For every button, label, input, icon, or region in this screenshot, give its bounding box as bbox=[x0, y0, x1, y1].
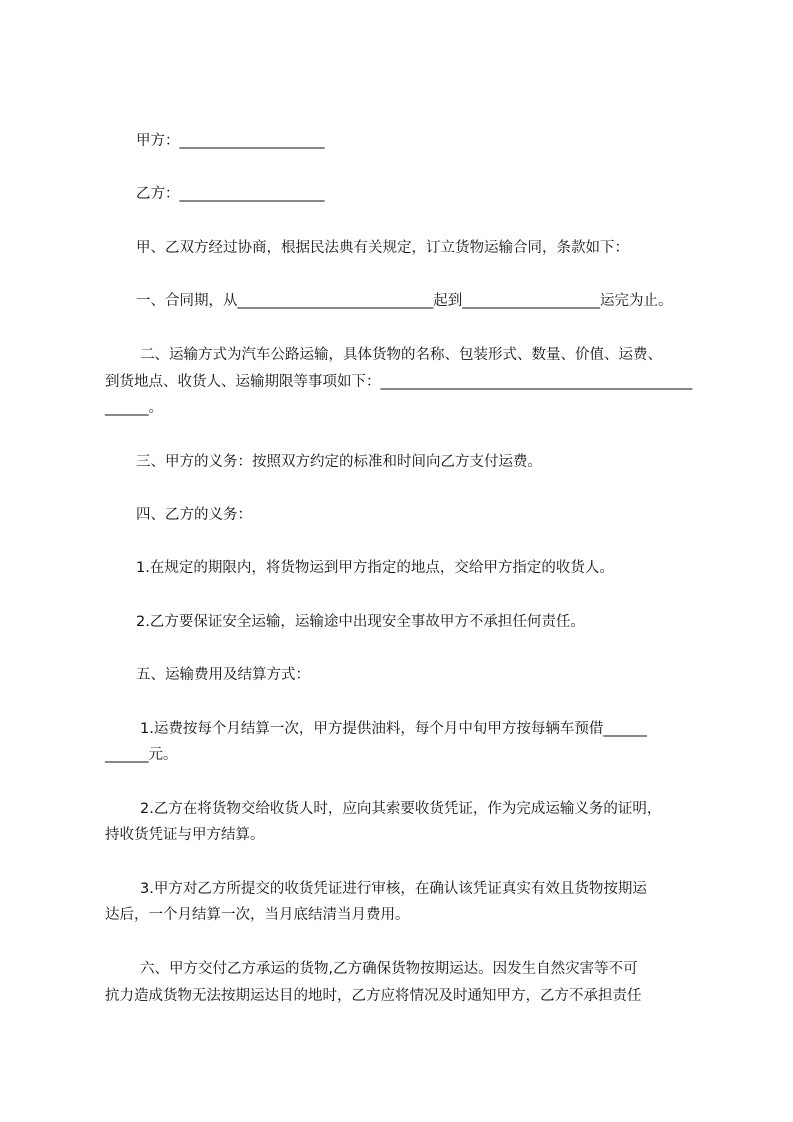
clause-5-item-2-line-2: 持收货凭证与甲方结算。 bbox=[105, 827, 265, 843]
clause-6-line-2: 抗力造成货物无法按期运达目的地时，乙方应将情况及时通知甲方，乙方不承担责任 bbox=[105, 988, 642, 1004]
clause-5-item-1-line-2: ______元。 bbox=[105, 747, 178, 763]
clause-2-line-2: 到货地点、收货人、运输期限等事项如下：___________________________________________ bbox=[105, 374, 693, 390]
clause-6-line-1: 六、甲方交付乙方承运的货物,乙方确保货物按期运达。因发生自然灾害等不可 bbox=[140, 961, 638, 977]
clause-5-item-3-line-2: 达后，一个月结算一次，当月底结清当月费用。 bbox=[105, 907, 410, 923]
clause-4-title: 四、乙方的义务： bbox=[136, 507, 252, 523]
clause-4-item-1: 1.在规定的期限内，将货物运到甲方指定的地点，交给甲方指定的收货人。 bbox=[136, 560, 614, 576]
clause-3-party-a-duties: 三、甲方的义务：按照双方约定的标准和时间向乙方支付运费。 bbox=[136, 454, 542, 470]
clause-5-item-1-line-1: 1.运费按每个月结算一次，甲方提供油料，每个月中旬甲方按每辆车预借______ bbox=[140, 721, 647, 737]
clause-1-contract-period: 一、合同期，从___________________________起到___________________运完为止。 bbox=[136, 293, 673, 309]
clause-2-line-1: 二、运输方式为汽车公路运输，具体货物的名称、包装形式、数量、价值、运费、 bbox=[140, 347, 662, 363]
clause-5-title: 五、运输费用及结算方式： bbox=[136, 667, 310, 683]
party-a-line: 甲方：____________________ bbox=[136, 133, 325, 149]
party-b-line: 乙方：____________________ bbox=[136, 186, 325, 202]
clause-5-item-3-line-1: 3.甲方对乙方所提交的收货凭证进行审核，在确认该凭证真实有效且货物按期运 bbox=[140, 881, 647, 897]
clause-2-line-3: ______。 bbox=[105, 400, 163, 416]
clause-5-item-2-line-1: 2.乙方在将货物交给收货人时，应向其索要收货凭证，作为完成运输义务的证明， bbox=[140, 801, 662, 817]
clause-4-item-2: 2.乙方要保证安全运输，运输途中出现安全事故甲方不承担任何责任。 bbox=[136, 614, 585, 630]
intro-paragraph: 甲、乙双方经过协商，根据民法典有关规定，订立货物运输合同，条款如下： bbox=[136, 240, 629, 256]
